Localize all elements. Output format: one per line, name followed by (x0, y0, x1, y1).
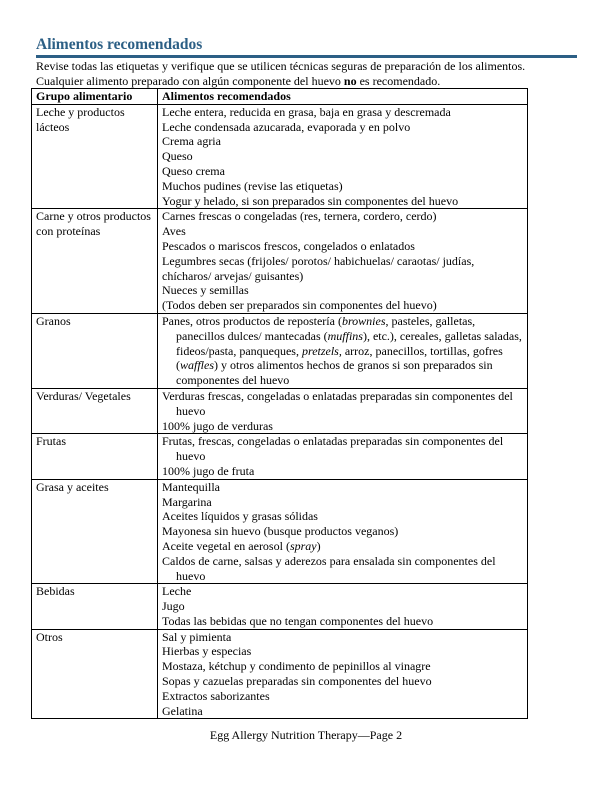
intro-line-2-bold: no (343, 74, 357, 88)
food-item: Mayonesa sin huevo (busque productos veganos) (162, 524, 399, 539)
intro-line-2-start: Cualquier alimento preparado con algún componente del huevo (36, 74, 344, 88)
food-item: Aceites líquidos y grasas sólidas (162, 509, 318, 524)
title-underline (36, 55, 577, 58)
food-item: (Todos deben ser preparados sin componentes del huevo) (162, 298, 437, 313)
table-header-row (32, 89, 528, 105)
table-row (32, 434, 528, 479)
food-text-italic: pretzels, (301, 343, 342, 358)
table-row (32, 209, 528, 314)
food-item: Frutas, frescas, congeladas o enlatadas preparadas sin componentes del huevo (162, 434, 504, 464)
group-cell: Carne y otros productos con proteínas (32, 209, 158, 314)
foods-cell (158, 388, 528, 433)
group-cell: Bebidas (32, 584, 158, 629)
food-item: Leche (162, 584, 192, 599)
food-text-italic: spray (289, 538, 317, 553)
food-text-italic: muffins (327, 328, 363, 343)
foods-cell (158, 629, 528, 719)
group-cell: Leche y productos lácteos (32, 104, 158, 209)
food-item: Gelatina (162, 703, 203, 718)
food-item: Crema agria (162, 134, 221, 149)
food-item: Verduras frescas, congeladas o enlatadas preparadas sin componentes del huevo (162, 388, 513, 418)
food-item: Mantequilla (162, 479, 220, 494)
food-item: Margarina (162, 494, 212, 509)
food-item: Pescados o mariscos frescos, congelados o enlatados (162, 238, 415, 253)
food-item: Sal y pimienta (162, 629, 232, 644)
table-row (32, 629, 528, 719)
header-foods: Alimentos recomendados (158, 89, 528, 105)
food-item: Extractos saborizantes (162, 688, 270, 703)
foods-cell (158, 104, 528, 209)
food-text: ), etc.), cereales, galletas saladas, fideos/pasta, panqueques, (176, 328, 522, 358)
table-row (32, 584, 528, 629)
table-row (32, 104, 528, 209)
table-row (32, 313, 528, 388)
intro-line-2-end: es recomendado. (356, 74, 441, 88)
food-text: arroz, panecillos, tortillas, gofres ( (176, 343, 503, 373)
food-item: 100% jugo de fruta (162, 463, 255, 478)
food-item: Leche entera, reducida en grasa, baja en grasa y descremada (162, 104, 451, 119)
food-item: Carnes frescas o congeladas (res, ternera, cordero, cerdo) (162, 209, 437, 224)
food-item: 100% jugo de verduras (162, 418, 273, 433)
header-group: Grupo alimentario (32, 89, 158, 105)
food-item: Queso (162, 149, 193, 164)
food-item (162, 539, 523, 554)
food-item: Legumbres secas (frijoles/ porotos/ habichuelas/ caraotas/ judías, chícharos/ arvejas/ guisantes) (162, 253, 475, 283)
food-text-italic: brownies (341, 313, 386, 328)
food-item: Aves (162, 224, 186, 239)
group-cell: Otros (32, 629, 158, 719)
food-text: ) y otros alimentos hechos de granos si son preparados sin componentes del huevo (176, 358, 493, 388)
foods-table (31, 88, 528, 719)
group-cell: Granos (32, 313, 158, 388)
food-text: Panes, otros productos de repostería ( (162, 313, 342, 328)
food-item: Leche condensada azucarada, evaporada y en polvo (162, 119, 411, 134)
table-row (32, 479, 528, 584)
food-item: Queso crema (162, 163, 225, 178)
foods-cell (158, 434, 528, 479)
food-text: , pasteles, galletas, panecillos dulces/ mantecadas ( (176, 313, 476, 343)
food-item: Muchos pudines (revise las etiquetas) (162, 178, 343, 193)
food-item (162, 314, 523, 388)
food-item: Hierbas y especias (162, 644, 252, 659)
foods-cell (158, 584, 528, 629)
group-cell: Grasa y aceites (32, 479, 158, 584)
foods-cell (158, 313, 528, 388)
group-cell: Verduras/ Vegetales (32, 388, 158, 433)
food-item: Sopas y cazuelas preparadas sin componentes del huevo (162, 674, 432, 689)
intro-paragraph (36, 59, 581, 89)
intro-line-2 (36, 74, 581, 89)
food-item: Caldos de carne, salsas y aderezos para ensalada sin componentes del huevo (162, 553, 496, 583)
page-footer: Egg Allergy Nutrition Therapy—Page 2 (209, 728, 403, 742)
food-text: ) (316, 538, 321, 553)
food-item: Jugo (162, 599, 185, 614)
food-text: Aceite vegetal en aerosol ( (162, 538, 290, 553)
page-title: Alimentos recomendados (36, 36, 203, 53)
food-item: Todas las bebidas que no tengan componentes del huevo (162, 613, 434, 628)
group-cell: Frutas (32, 434, 158, 479)
food-item: Yogur y helado, si son preparados sin componentes del huevo (162, 193, 459, 208)
food-item: Nueces y semillas (162, 283, 249, 298)
table-row (32, 388, 528, 433)
intro-line-1: Revise todas las etiquetas y verifique que se utilicen técnicas seguras de preparación de los alimentos. (36, 59, 526, 73)
food-text-italic: waffles (180, 358, 215, 373)
food-item: Mostaza, kétchup y condimento de pepinillos al vinagre (162, 659, 431, 674)
foods-cell (158, 209, 528, 314)
foods-cell (158, 479, 528, 584)
